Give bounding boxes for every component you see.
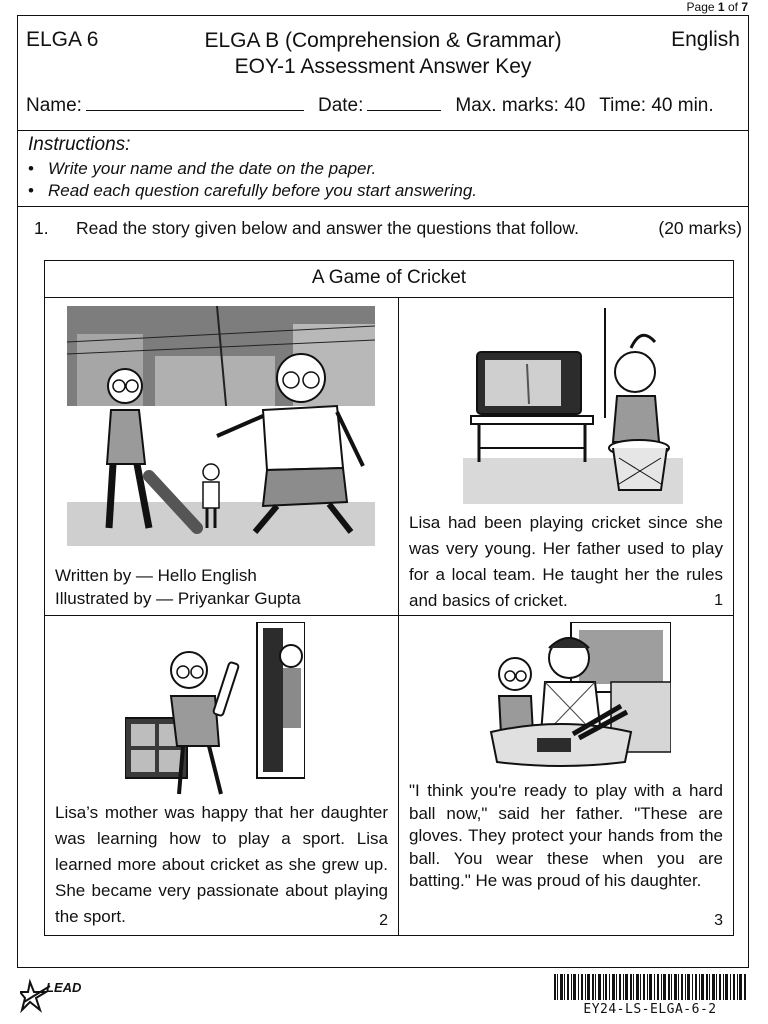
panel-3-number: 3 <box>714 912 723 929</box>
barcode <box>554 974 746 1000</box>
question-text: Read the story given below and answer the questions that follow. <box>76 218 579 238</box>
illustrated-by: Illustrated by — Priyankar Gupta <box>55 589 301 608</box>
instruction-item: • Write your name and the date on the paper. <box>28 158 477 180</box>
header <box>18 16 748 131</box>
subject-label: English <box>671 28 740 51</box>
panel-2-number: 2 <box>379 912 388 929</box>
page-number: Page 1 of 7 <box>686 0 748 14</box>
instructions-title: Instructions: <box>28 134 131 155</box>
girl-and-mother-illustration <box>125 622 305 802</box>
date-blank[interactable] <box>367 92 441 111</box>
panel-1 <box>399 298 733 615</box>
grade-label: ELGA 6 <box>26 28 99 51</box>
instructions-list <box>28 158 477 202</box>
name-blank[interactable] <box>86 92 304 111</box>
panel-3 <box>399 616 733 934</box>
time-limit: Time: 40 min. <box>599 95 714 116</box>
name-label: Name: <box>26 95 82 116</box>
instruction-item: • Read each question carefully before you start answering. <box>28 180 477 202</box>
story-credits <box>55 564 301 610</box>
panel-2-text: Lisa’s mother was happy that her daughter was learning how to play a sport. Lisa learned more about cricket as she grew up. She became very passionate about playing the sport. <box>55 803 388 926</box>
question-1 <box>34 218 742 239</box>
kids-playing-cricket-illustration <box>67 306 375 546</box>
question-marks: (20 marks) <box>658 218 742 238</box>
question-number: 1. <box>34 218 49 238</box>
assessment-title: ELGA B (Comprehension & Grammar) EOY-1 Assessment Answer Key <box>204 29 562 78</box>
panel-2 <box>45 616 398 934</box>
girl-watching-tv-illustration <box>463 308 683 504</box>
instructions <box>18 130 748 207</box>
story-title: A Game of Cricket <box>45 261 733 298</box>
info-line <box>26 92 740 117</box>
panel-3-text: "I think you're ready to play with a hard ball now," said her father. "These are gloves. They protect your hands from the ball. You wear these when you are batting." He was proud of his daughter. <box>409 781 723 890</box>
lead-logo-icon <box>20 978 100 1014</box>
lead-logo <box>20 978 100 1019</box>
story-box <box>44 260 734 936</box>
logo-text: LEAD <box>46 980 82 995</box>
panel-1-text: Lisa had been playing cricket since she was very young. Her father used to play for a local team. He taught her the rules and basics of cricket. <box>409 513 723 610</box>
panel-cover <box>45 298 398 615</box>
father-giving-gloves-illustration <box>461 622 671 768</box>
document-code: EY24-LS-ELGA-6-2 <box>583 1002 717 1017</box>
max-marks: Max. marks: 40 <box>455 95 586 116</box>
written-by: Written by — Hello English <box>55 566 257 585</box>
answer-key-frame <box>17 15 749 968</box>
date-label: Date: <box>317 95 364 116</box>
panel-1-number: 1 <box>714 592 723 609</box>
